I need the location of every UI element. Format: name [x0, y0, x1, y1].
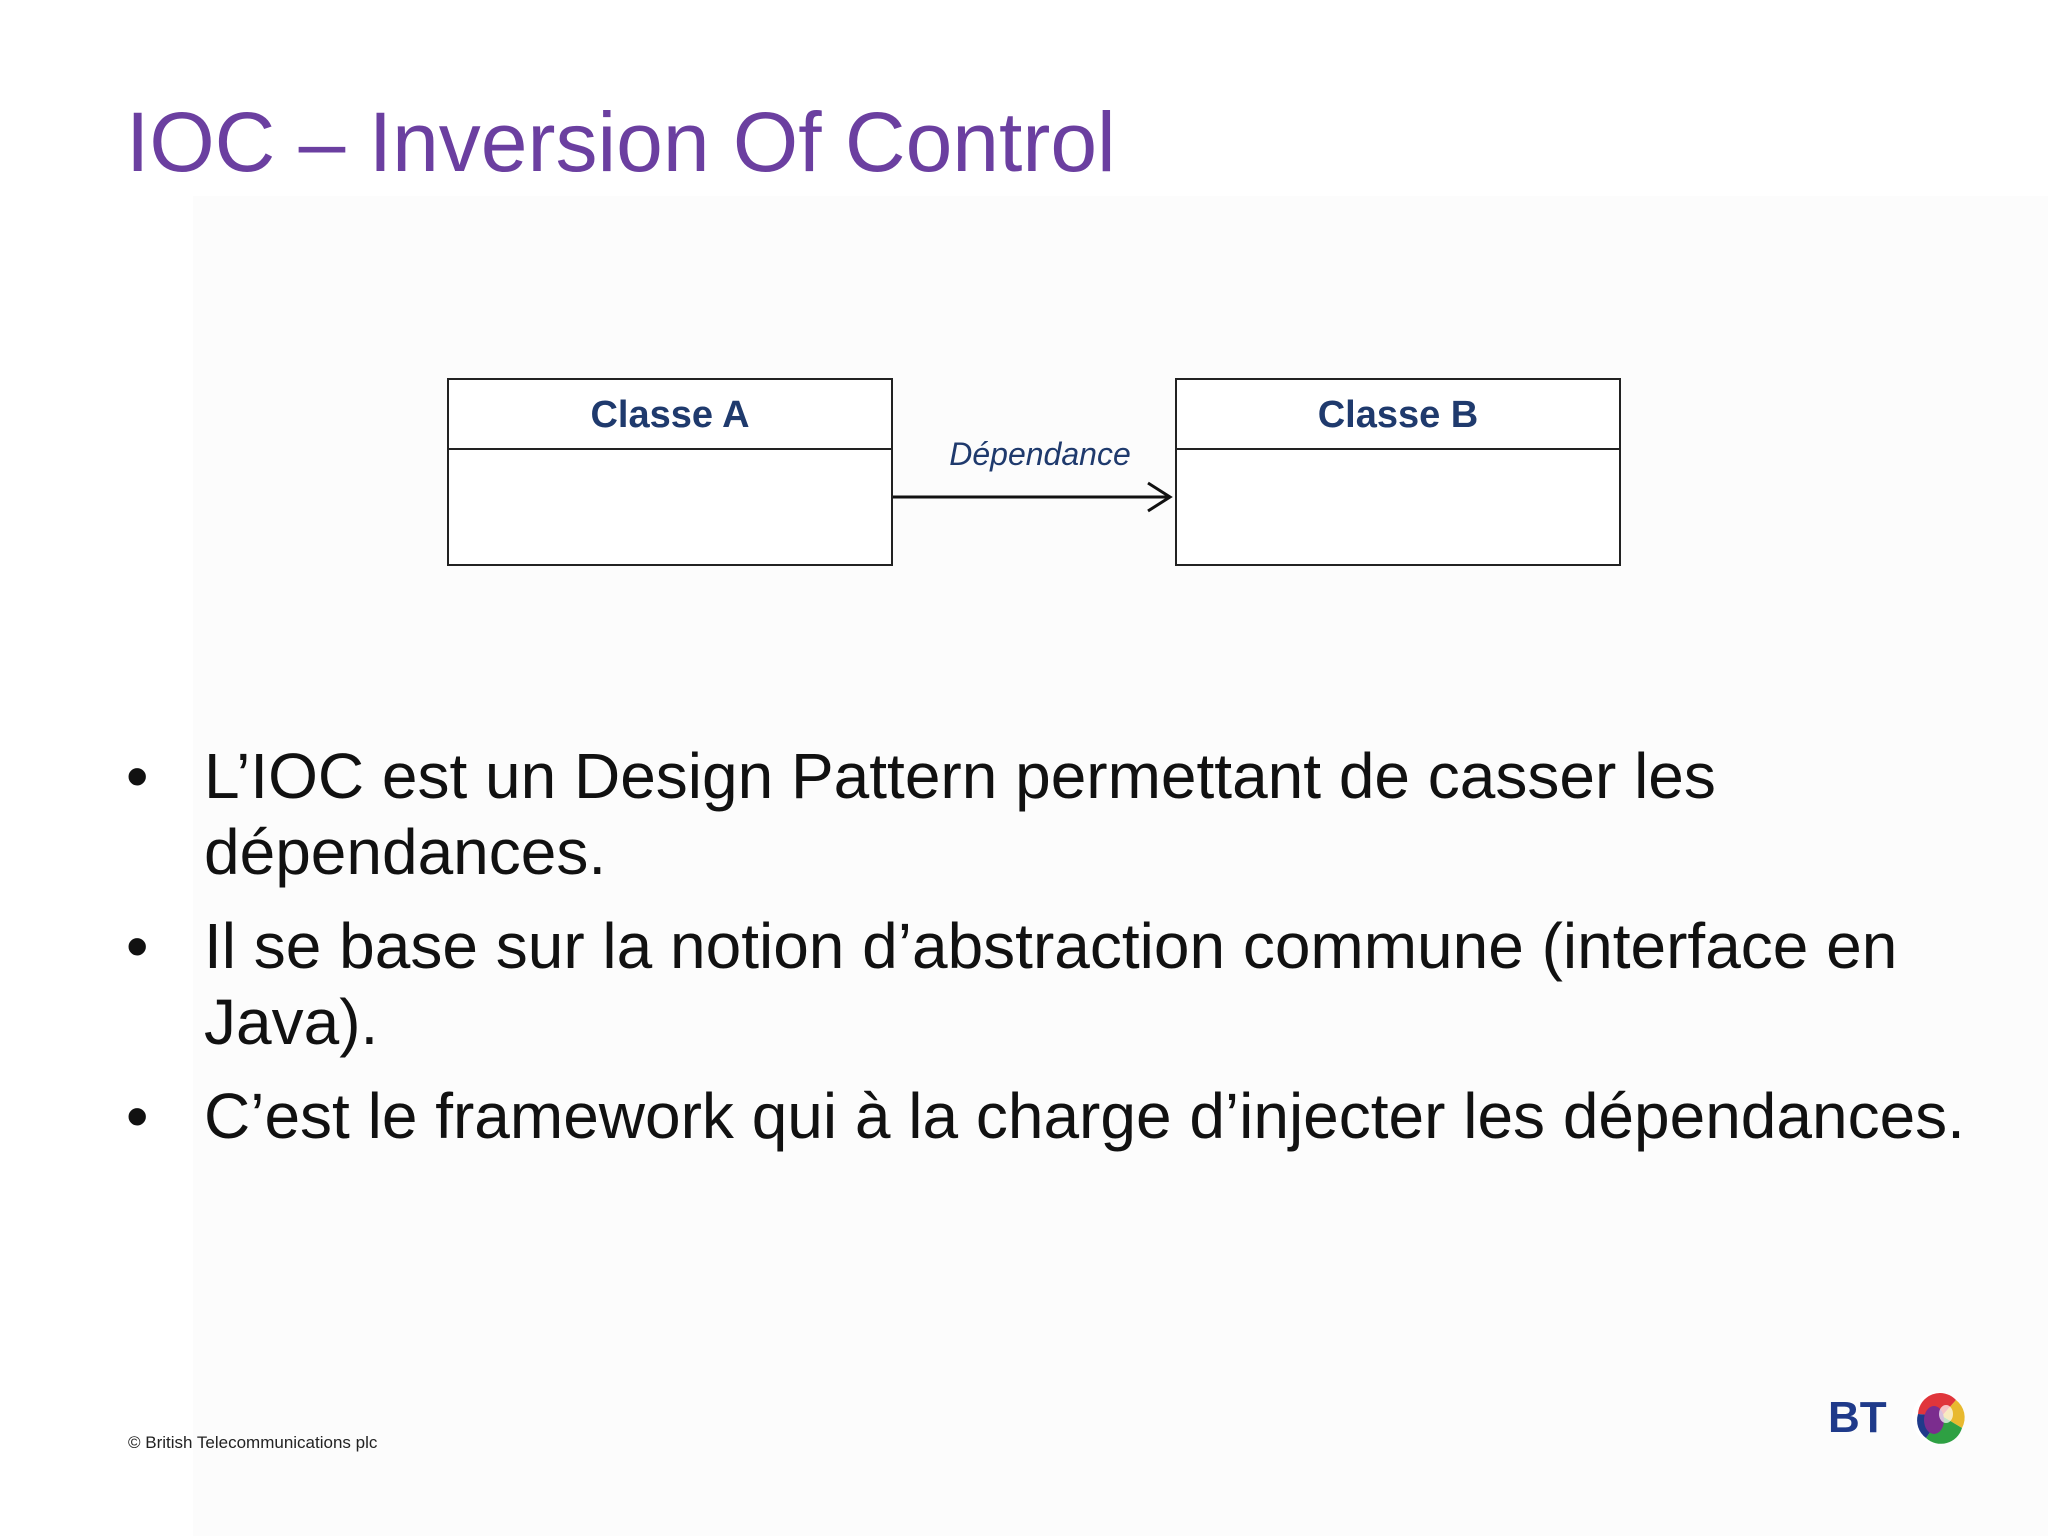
- bullet-item: [126, 738, 1986, 890]
- bullet-text: C’est le framework qui à la charge d’injecter les dépendances.: [204, 1080, 1965, 1152]
- slide-title: IOC – Inversion Of Control: [126, 95, 1116, 189]
- bullet-list: [126, 738, 1986, 1172]
- bullet-text: Il se base sur la notion d’abstraction commune (interface en Java).: [204, 910, 1898, 1058]
- class-b-name: Classe B: [1177, 380, 1619, 450]
- copyright-footer: © British Telecommunications plc: [128, 1433, 378, 1452]
- bullet-text: L’IOC est un Design Pattern permettant de casser les dépendances.: [204, 740, 1716, 888]
- bt-logo: [1822, 1376, 1982, 1456]
- bullet-item: [126, 908, 1986, 1060]
- bt-piper-globe-icon: [1912, 1392, 1965, 1444]
- bt-logo-text: BT: [1828, 1393, 1887, 1442]
- bullet-item: [126, 1078, 1986, 1154]
- bullet-marker: •: [126, 740, 149, 812]
- bullet-marker: •: [126, 910, 149, 982]
- dependency-label: Dépendance: [949, 436, 1131, 472]
- class-a-name: Classe A: [449, 380, 891, 450]
- bullet-marker: •: [126, 1080, 149, 1152]
